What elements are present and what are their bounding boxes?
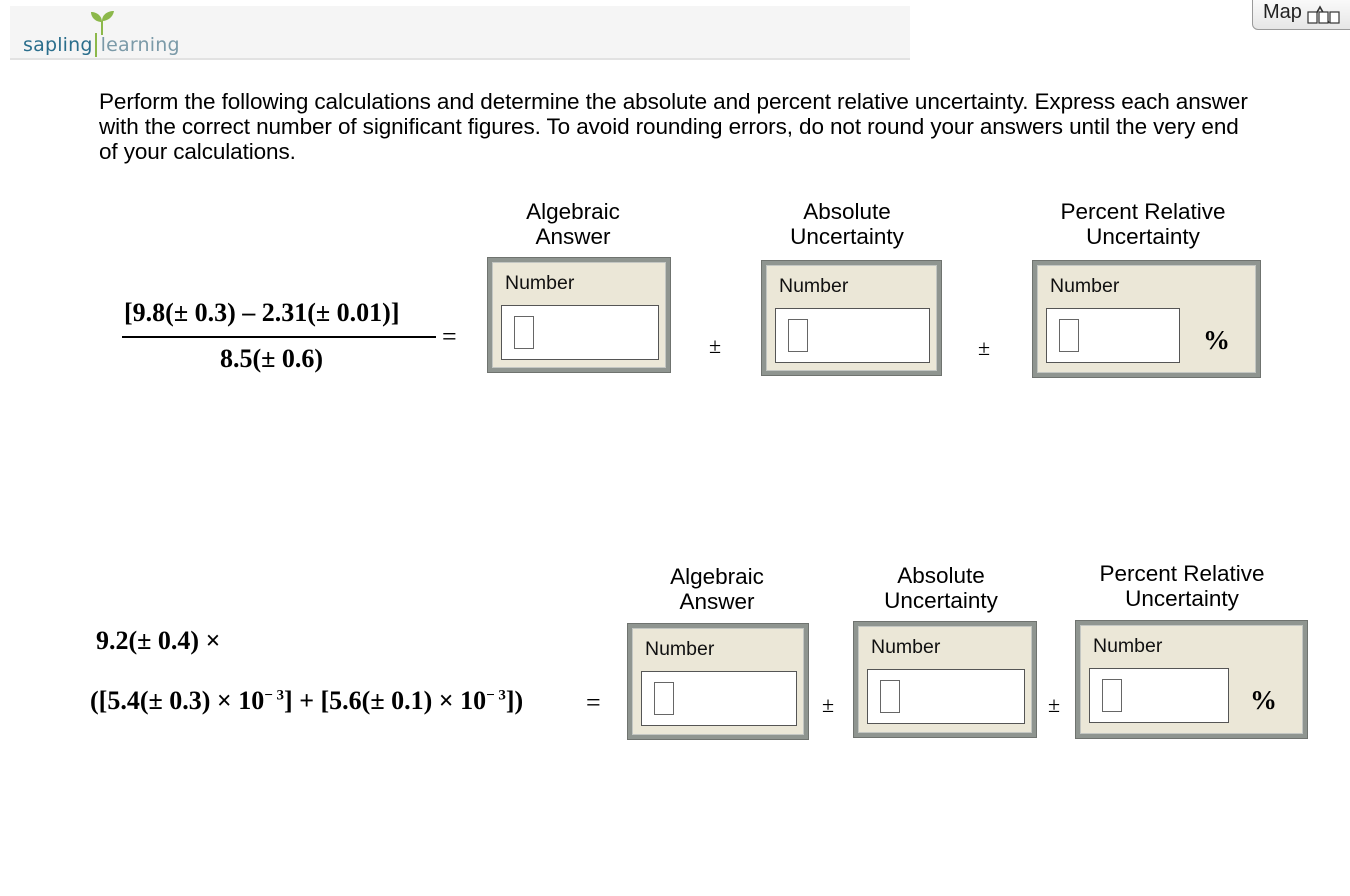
map-button[interactable] [1252, 0, 1350, 30]
instructions-text: Perform the following calculations and determine the absolute and percent relative uncertainty. Express each answer with the correct number of significant figures. To avoid rounding errors, do not round your answers until the very end of your calculations. [99, 89, 1248, 164]
input-cursor [880, 680, 900, 713]
column-header-percent-2 [1079, 561, 1285, 611]
plus-minus-symbol: ± [1048, 692, 1061, 717]
column-header-absolute-2 [864, 563, 1018, 613]
column-header-algebraic-2 [642, 564, 792, 614]
problem1-absolute-uncertainty-box [762, 261, 941, 375]
column-header-line: Absolute [803, 199, 891, 224]
number-label: Number [505, 272, 575, 294]
column-header-line: Algebraic [526, 199, 620, 224]
problem2-absolute-uncertainty-input[interactable] [867, 669, 1025, 724]
problem2-percent-uncertainty-input[interactable] [1089, 668, 1229, 723]
problem2-line1: 9.2(± 0.4) × [96, 626, 221, 655]
problem1-fraction-bar [122, 336, 436, 338]
input-cursor [654, 682, 674, 715]
problem2-algebraic-answer-input[interactable] [641, 671, 797, 726]
number-label: Number [1050, 275, 1120, 297]
column-header-line: Absolute [897, 563, 985, 588]
input-cursor [514, 316, 534, 349]
column-header-line: Uncertainty [790, 224, 904, 249]
logo-separator [95, 33, 100, 57]
exponent: − 3 [486, 687, 506, 704]
column-header-absolute-1 [770, 199, 924, 249]
header-bar [10, 6, 910, 60]
input-cursor [1059, 319, 1079, 352]
problem2-equals: = [586, 688, 601, 717]
logo-text-sapling: sapling [23, 34, 93, 56]
input-cursor [1102, 679, 1122, 712]
problem2-algebraic-answer-box [628, 624, 808, 739]
exponent: − 3 [264, 687, 285, 704]
number-label: Number [645, 638, 715, 660]
problem1-equals: = [442, 322, 457, 351]
column-header-algebraic-1 [498, 199, 648, 249]
number-label: Number [871, 636, 941, 658]
map-icon [1307, 0, 1347, 25]
problem2-term-c: ]) [505, 686, 524, 715]
column-header-line: Answer [679, 589, 755, 614]
problem2-line2 [90, 686, 523, 716]
column-header-line: Answer [535, 224, 611, 249]
problem2-term-b: ] + [5.6(± 0.1) × 10 [284, 686, 487, 715]
logo-text-learning: learning [100, 34, 180, 56]
column-header-line: Percent Relative [1060, 199, 1226, 224]
map-label: Map [1263, 1, 1302, 23]
sapling-learning-logo [23, 9, 183, 57]
problem2-percent-uncertainty-box [1076, 621, 1307, 738]
column-header-line: Percent Relative [1099, 561, 1265, 586]
problem2-term-a: ([5.4(± 0.3) × 10 [90, 686, 265, 715]
problem1-absolute-uncertainty-input[interactable] [775, 308, 930, 363]
percent-symbol: % [1203, 325, 1230, 355]
problem2-absolute-uncertainty-box [854, 622, 1036, 737]
column-header-percent-1 [1040, 199, 1246, 249]
plus-minus-symbol: ± [822, 692, 835, 717]
percent-symbol: % [1250, 685, 1277, 715]
input-cursor [788, 319, 808, 352]
problem1-numerator: [9.8(± 0.3) – 2.31(± 0.01)] [124, 298, 400, 327]
plus-minus-symbol: ± [709, 333, 722, 358]
column-header-line: Uncertainty [884, 588, 998, 613]
problem1-algebraic-answer-input[interactable] [501, 305, 659, 360]
column-header-line: Algebraic [670, 564, 764, 589]
problem1-algebraic-answer-box [488, 258, 670, 372]
column-header-line: Uncertainty [1086, 224, 1200, 249]
column-header-line: Uncertainty [1125, 586, 1239, 611]
number-label: Number [1093, 635, 1163, 657]
number-label: Number [779, 275, 849, 297]
problem1-denominator: 8.5(± 0.6) [220, 344, 324, 373]
problem1-percent-uncertainty-input[interactable] [1046, 308, 1180, 363]
plus-minus-symbol: ± [978, 335, 991, 360]
sprout-icon [87, 9, 117, 35]
problem1-percent-uncertainty-box [1033, 261, 1260, 377]
